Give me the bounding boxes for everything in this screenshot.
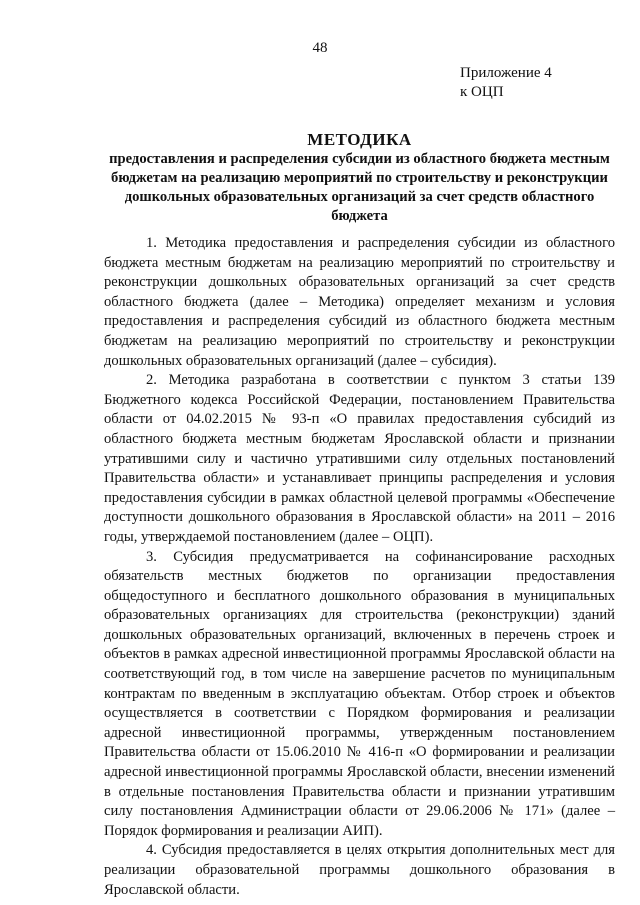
document-body bbox=[104, 234, 615, 900]
paragraph-2: 2. Методика разработана в соответствии с пунктом 3 статьи 139 Бюджетного кодекса Российской Федерации, постановлением Правительства области от 04.02.2015 № 93-п «О правилах предоставления субсидий из областного бюджета местным бюджетам Ярославской области и признании утратившими силу и частично утратившими силу отдельных постановлений Правительства области» и устанавливает принципы распределения и условия предоставления субсидии в рамках областной целевой программы «Обеспечение доступности дошкольного образования в Ярославской области» на 2011 – 2016 годы, утверждаемой постановлением (далее – ОЦП). bbox=[104, 372, 615, 545]
paragraph-3: 3. Субсидия предусматривается на софинансирование расходных обязательств местных бюджетов по организации предоставления общедоступного и бесплатного дошкольного образования в муниципальных образовательных организациях для строительства (реконструкции) зданий дошкольных образовательных организаций, включенных в перечень строек и объектов в рамках адресной инвестиционной программы Ярославской области на соответствующий год, в том числе на завершение расчетов по муниципальным контрактам по введенным в эксплуатацию объектам. Отбор строек и объектов осуществляется в соответствии с Порядком формирования и реализации адресной инвестиционной программы, утвержденным постановлением Правительства области от 15.06.2010 № 416-п «О формировании и реализации адресной инвестиционной программы Ярославской области, внесении изменений в отдельные постановления Правительства области и признании утратившим силу постановления Администрации области от 29.06.2006 № 171» (далее – Порядок формирования и реализации АИП). bbox=[104, 548, 615, 839]
document-heading bbox=[104, 130, 615, 226]
appendix-line-1: Приложение 4 bbox=[460, 65, 552, 81]
paragraph-4: 4. Субсидия предоставляется в целях открытия дополнительных мест для реализации образовательной программы дошкольного образования в Ярославской области. bbox=[104, 842, 615, 898]
paragraph-1: 1. Методика предоставления и распределения субсидии из областного бюджета местным бюджетам на реализацию мероприятий по строительству и реконструкции дошкольных образовательных организаций за счет средств областного бюджета (далее – Методика) определяет механизм и условия предоставления и распределения субсидий из областного бюджета местным бюджетам на реализацию мероприятий по строительству и реконструкции дошкольных образовательных организаций (далее – субсидия). bbox=[104, 235, 615, 369]
document-title: МЕТОДИКА bbox=[307, 130, 412, 149]
appendix-note bbox=[460, 64, 552, 102]
page-number: 48 bbox=[312, 40, 328, 56]
document-subtitle: предоставления и распределения субсидии из областного бюджета местным бюджетам на реализацию мероприятий по строительству и реконструкции дошкольных образовательных организаций за счет средств областного бюджета bbox=[109, 151, 610, 224]
appendix-line-2: к ОЦП bbox=[460, 84, 504, 100]
